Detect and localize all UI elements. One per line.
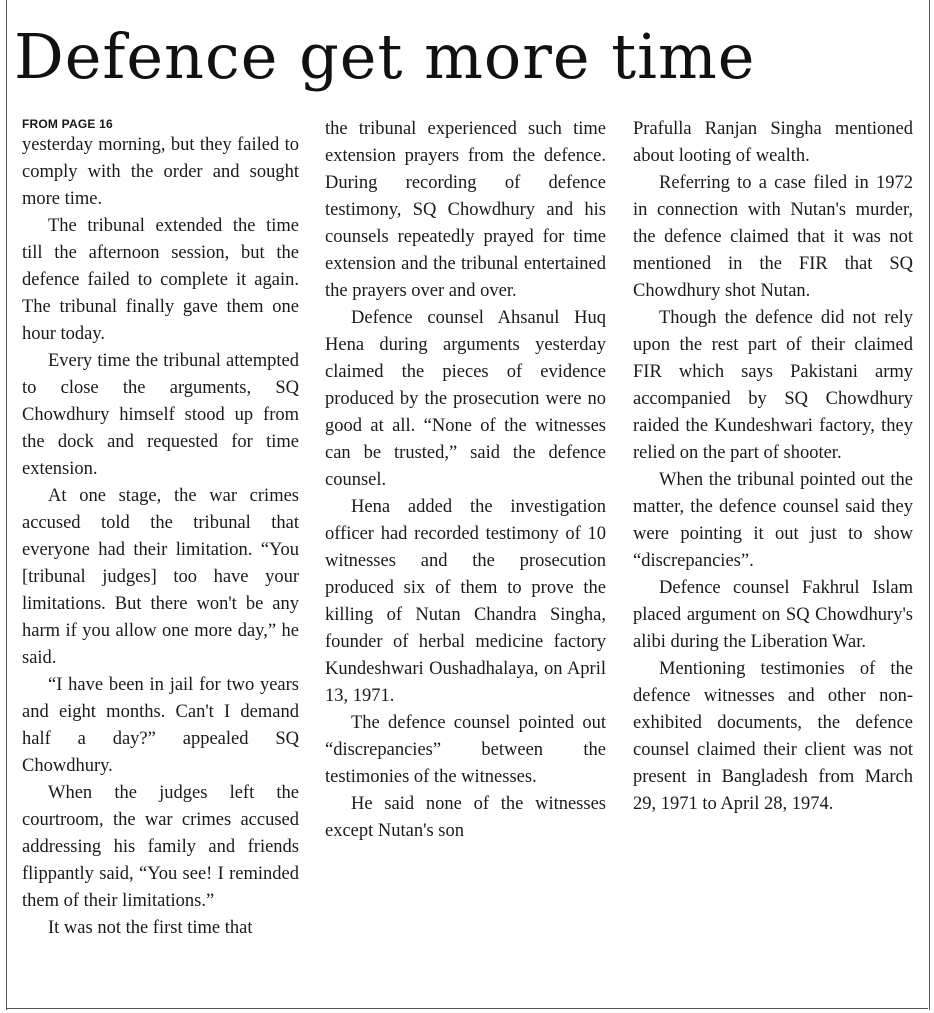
paragraph: Mentioning testimonies of the defence witnesses and other non-exhibited documents, the defence counsel claimed their client was not present in Bangladesh from March 29, 1971 to April 28, 1974. bbox=[633, 659, 913, 814]
paragraph: yesterday morning, but they failed to comply with the order and sought more time. bbox=[22, 135, 299, 209]
paragraph: Defence counsel Fakhrul Islam placed argument on SQ Chowdhury's alibi during the Liberation War. bbox=[633, 578, 913, 652]
paragraph: It was not the first time that bbox=[48, 918, 253, 938]
paragraph: At one stage, the war crimes accused told the tribunal that everyone had their limitation. “You [tribunal judges] too have your limitations. But there won't be any harm if you allow one more day,” he said. bbox=[22, 486, 299, 668]
paragraph: “I have been in jail for two years and eight months. Can't I demand half a day?” appealed SQ Chowdhury. bbox=[22, 675, 299, 776]
paragraph: Prafulla Ranjan Singha mentioned about looting of wealth. bbox=[633, 119, 913, 166]
paragraph: The tribunal extended the time till the afternoon session, but the defence failed to complete it again. The tribunal finally gave them one hour today. bbox=[22, 216, 299, 344]
paragraph: Defence counsel Ahsanul Huq Hena during arguments yesterday claimed the pieces of evidence produced by the prosecution were no good at all. “None of the witnesses can be trusted,” said the defence counsel. bbox=[325, 308, 606, 490]
paragraph: When the tribunal pointed out the matter, the defence counsel said they were pointing it out just to show “discrepancies”. bbox=[633, 470, 913, 571]
paragraph: When the judges left the courtroom, the war crimes accused addressing his family and friends flippantly said, “You see! I reminded them of their limitations.” bbox=[22, 783, 299, 911]
article-column-3 bbox=[633, 116, 913, 818]
article-headline: Defence get more time bbox=[14, 20, 756, 93]
paragraph: Every time the tribunal attempted to close the arguments, SQ Chowdhury himself stood up from the dock and requested for time extension. bbox=[22, 351, 299, 479]
article-column-1 bbox=[22, 116, 299, 942]
bottom-rule bbox=[6, 1008, 928, 1009]
paragraph: The defence counsel pointed out “discrepancies” between the testimonies of the witnesses. bbox=[325, 713, 606, 787]
paragraph: Referring to a case filed in 1972 in connection with Nutan's murder, the defence claimed that it was not mentioned in the FIR that SQ Chowdhury shot Nutan. bbox=[633, 173, 913, 301]
paragraph: Hena added the investigation officer had recorded testimony of 10 witnesses and the prosecution produced six of them to prove the killing of Nutan Chandra Singha, founder of herbal medicine factory Kundeshwari Oushadhalaya, on April 13, 1971. bbox=[325, 497, 606, 706]
dateline: FROM PAGE 16 bbox=[22, 117, 113, 131]
paragraph: He said none of the witnesses except Nutan's son bbox=[325, 794, 606, 841]
article-column-2 bbox=[325, 116, 606, 845]
paragraph: Though the defence did not rely upon the rest part of their claimed FIR which says Pakistani army accompanied by SQ Chowdhury raided the Kundeshwari factory, they relied on the part of shooter. bbox=[633, 308, 913, 463]
paragraph: the tribunal experienced such time extension prayers from the defence. During recording of defence testimony, SQ Chowdhury and his counsels repeatedly prayed for time extension and the tribunal entertained the prayers over and over. bbox=[325, 119, 606, 301]
